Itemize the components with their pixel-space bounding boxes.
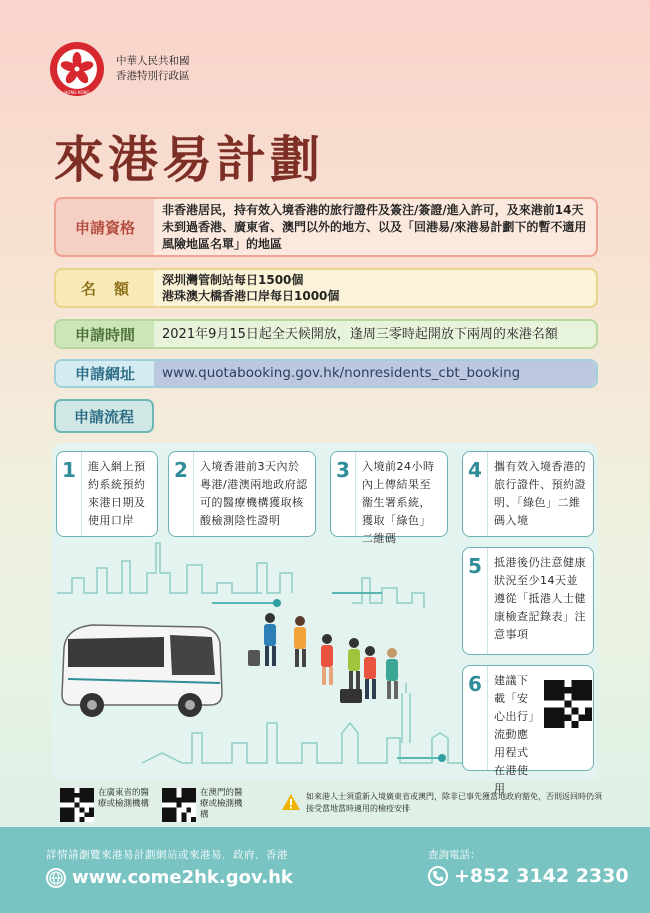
step-2-number: 2	[169, 452, 194, 536]
quota-line-hzmb: 港珠澳大橋香港口岸每日1000個	[162, 289, 340, 303]
macao-qr-code[interactable]	[162, 788, 196, 822]
website-link[interactable]	[46, 867, 293, 888]
macao-qr-caption: 在澳門的醫療或檢測機構	[200, 788, 243, 820]
footer	[0, 827, 650, 913]
step-4-number: 4	[463, 452, 488, 536]
hotline[interactable]	[428, 865, 629, 887]
period-label: 申請時間	[56, 321, 154, 347]
quarantine-notice: 如來港人士須重新入境廣東省或澳門，除非已事先獲當地政府豁免，否則返回時仍須接受當地當時適用的檢疫安排	[306, 792, 602, 813]
step-3-number: 3	[331, 452, 356, 536]
government-branding	[48, 40, 190, 98]
gov-name-line2: 香港特別行政區	[116, 70, 190, 82]
details-text: 詳情請瀏覽來港易計劃網站或來港易．政府．香港	[46, 849, 288, 861]
quota-line-shenzhen-bay: 深圳灣管制站每日1500個	[162, 273, 304, 287]
url-label: 申請網址	[56, 361, 154, 386]
quota-row	[54, 268, 598, 308]
eligibility-row	[54, 197, 598, 257]
svg-text:HONG KONG: HONG KONG	[64, 90, 90, 95]
globe-icon	[46, 868, 66, 888]
hotline-number[interactable]: +852 3142 2330	[454, 865, 629, 887]
gov-name-line1: 中華人民共和國	[116, 55, 190, 67]
step-6-text: 建議下載「安心出行」流動應用程式在港使用	[494, 674, 535, 795]
flow-label: 申請流程	[54, 399, 154, 433]
step-3	[330, 451, 448, 545]
eligibility-label: 申請資格	[56, 199, 154, 255]
url-row	[54, 359, 598, 388]
flow-panel	[52, 443, 598, 795]
bus-icon	[62, 625, 222, 717]
hksar-emblem-icon	[48, 40, 106, 98]
website-url[interactable]: www.come2hk.gov.hk	[72, 867, 293, 888]
step-5-number: 5	[463, 548, 488, 654]
page-title: 來港易計劃	[54, 131, 324, 189]
guangdong-qr-caption: 在廣東省的醫療或檢測機構	[98, 788, 150, 809]
hotline-label: 查詢電話：	[428, 849, 481, 861]
step-5	[462, 547, 594, 655]
guangdong-qr-code[interactable]	[60, 788, 94, 822]
booking-url-link[interactable]: www.quotabooking.gov.hk/nonresidents_cbt_booking	[154, 361, 596, 386]
quota-label: 名額	[56, 270, 154, 306]
phone-icon	[428, 866, 448, 886]
step-1-text: 進入網上預約系統預約來港日期及使用口岸	[88, 460, 146, 527]
leavehomesafe-qr-code[interactable]	[544, 680, 592, 728]
step-1	[56, 451, 158, 537]
quota-value	[154, 270, 596, 306]
step-4-text: 攜有效入境香港的旅行證件、預約證明、「綠色」二維碼入境	[494, 460, 586, 527]
step-6-number: 6	[463, 666, 488, 770]
warning-icon	[281, 793, 301, 811]
step-6	[462, 665, 594, 795]
step-4	[462, 451, 594, 537]
step-1-number: 1	[57, 452, 82, 536]
travellers-icon	[248, 613, 398, 703]
step-3-text: 入境前24小時內上傳結果至衞生署系統，獲取「綠色」二維碼	[362, 460, 435, 545]
step-2-text: 入境香港前3天內於粵港/港澳兩地政府認可的醫療機構獲取核酸檢測陰性證明	[200, 460, 308, 527]
period-row	[54, 319, 598, 349]
step-2	[168, 451, 316, 537]
step-5-text: 抵港後仍注意健康狀況至少14天並遵從「抵港人士健康檢查記錄表」注意事項	[494, 556, 586, 641]
eligibility-value: 非香港居民，持有效入境香港的旅行證件及簽注/簽證/進入許可，及來港前14天未到過香港、廣東省、澳門以外的地方、以及「回港易/來港易計劃下的暫不適用風險地區名單」的地區	[154, 199, 596, 255]
period-value: 2021年9月15日起全天候開放，逢周三零時起開放下兩周的來港名額	[154, 321, 596, 347]
